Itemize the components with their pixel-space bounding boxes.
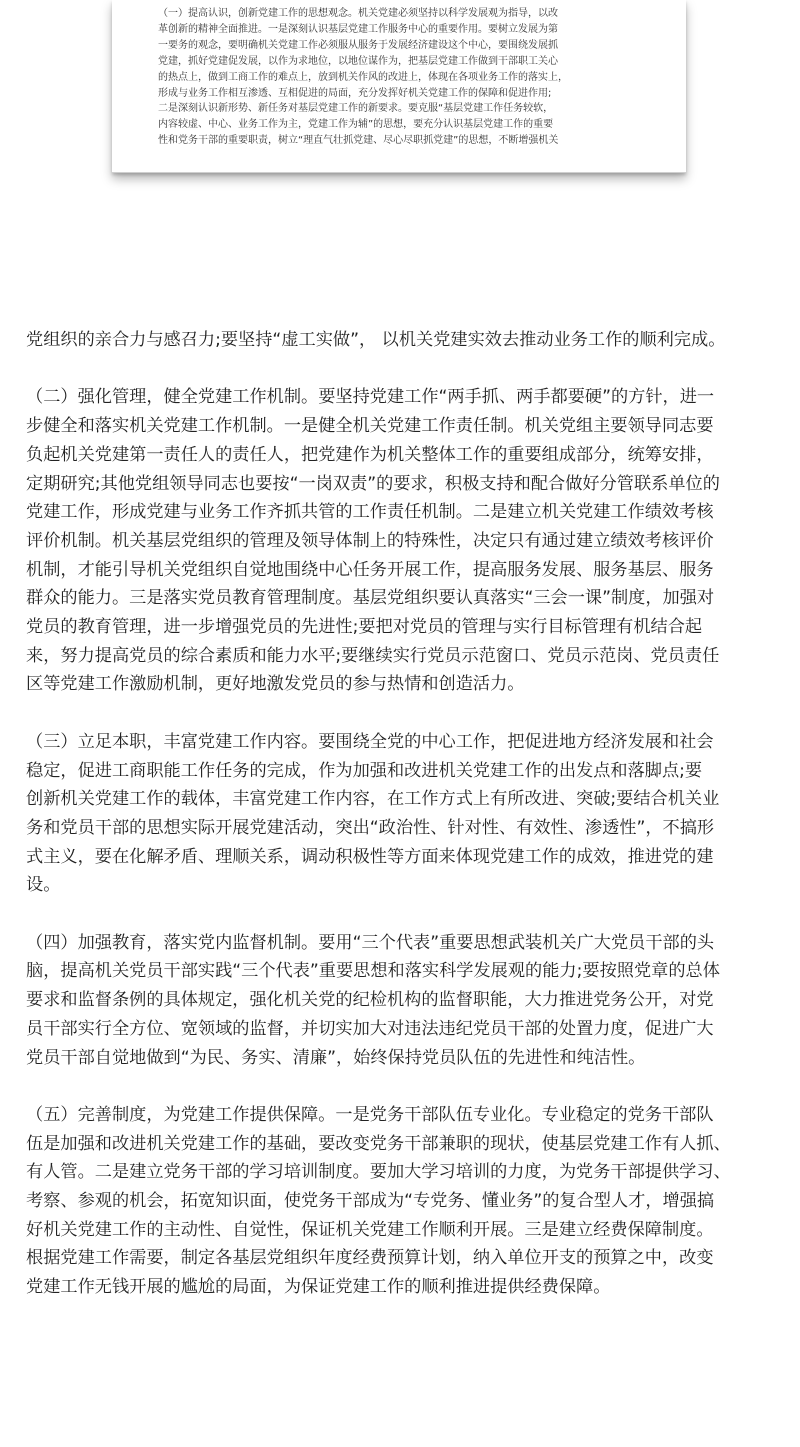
article-paragraph [26,326,778,355]
paragraph-line: 根据党建工作需要，制定各基层党组织年度经费预算计划，纳入单位开支的预算之中，改变 [26,1248,714,1269]
paragraph-line: 脑，提高机关党员干部实践“三个代表”重要思想和落实科学发展观的能力;要按照党章的总体 [26,961,720,982]
paragraph-line: 有人管。二是建立党务干部的学习培训制度。要加大学习培训的力度，为党务干部提供学习、 [26,1162,731,1183]
paragraph-line: 伍是加强和改进机关党建工作的基础，要改变党务干部兼职的现状，使基层党建工作有人抓、 [26,1133,731,1154]
paragraph-line: （四）加强教育，落实党内监督机制。要用“三个代表”重要思想武装机关广大党员干部的头 [26,932,715,953]
paragraph-line: 党员干部自觉地做到“为民、务实、清廉”，始终保持党员队伍的先进性和纯洁性。 [26,1047,646,1068]
article-paragraph [26,929,778,1072]
paragraph-line: 党建工作，形成党建与业务工作齐抓共管的工作责任机制。二是建立机关党建工作绩效考核 [26,502,714,523]
paragraph-line: （五）完善制度，为党建工作提供保障。一是党务干部队伍专业化。专业稳定的党务干部队 [26,1105,714,1125]
paragraph-line: 式主义，要在化解矛盾、理顺关系，调动积极性等方面来体现党建工作的成效，推进党的建 [26,846,714,867]
paragraph-line: 评价机制。机关基层党组织的管理及领导体制上的特殊性，决定只有通过建立绩效考核评价 [26,530,714,551]
paragraph-line: 员干部实行全方位、宽领域的监督，并切实加大对违法违纪党员干部的处置力度，促进广大 [26,1018,714,1039]
paragraph-line: 务和党员干部的思想实际开展党建活动，突出“政治性、针对性、有效性、渗透性”，不搞形 [26,817,715,838]
preview-paragraph: （一）提高认识，创新党建工作的思想观念。机关党建必须坚持以科学发展观为指导，以改 革创新的精神全面推进。一是深刻认识基层党建工作服务中心的重要作用。要树立发展为第 一要务的观念，要明确机关党建工作必须服从服务于发展经济建设这个中心，要围绕发展抓 党建，抓好党建促发展，以作为求地位，以地位谋作为，把基层党建工作做到干部职工关心 的热点上，做到工商工作的难点上，放到机关作风的改进上，体现在各项业务工作的落实上， 形成与业务工作相互渗透、互相促进的局面，充分发挥好机关党建工作的保障和促进作用; 二是深刻认识新形势、新任务对基层党建工作的新要求。要克服“基层党建工作任务较软， 内容较虚、中心、业务工作为主，党建工作为辅”的思想，要充分认识基层党建工作的重要 性和党务干部的重要职责，树立“理直气壮抓党建、尽心尽职抓党建”的思想，不断增强机关 [158,8,568,147]
article-paragraph [26,728,778,900]
article-paragraph [26,1101,778,1302]
paragraph-line: 要求和监督条例的具体规定，强化机关党的纪检机构的监督职能，大力推进党务公开，对党 [26,990,714,1011]
paragraph-line: 设。 [26,875,61,896]
paragraph-line: 定期研究;其他党组领导同志也要按“一岗双责”的要求，积极支持和配合做好分管联系单位的 [26,473,720,494]
paragraph-line: 稳定，促进工商职能工作任务的完成，作为加强和改进机关党建工作的出发点和落脚点;要 [26,760,703,781]
paragraph-line: （三）立足本职，丰富党建工作内容。要围绕全党的中心工作，把促进地方经济发展和社会 [26,731,714,752]
paragraph-line: 党建工作无钱开展的尴尬的局面，为保证党建工作的顺利推进提供经费保障。 [26,1277,611,1298]
article-paragraph [26,383,778,699]
paragraph-line: 区等党建工作激励机制，更好地激发党员的参与热情和创造活力。 [26,674,525,695]
paragraph-line: 群众的能力。三是落实党员教育管理制度。基层党组织要认真落实“三会一课”制度，加强对 [26,588,715,609]
paragraph-line: （二）强化管理，健全党建工作机制。要坚持党建工作“两手抓、两手都要硬”的方针，进一 [26,387,715,408]
paragraph-line: 负起机关党建第一责任人的责任人，把党建作为机关整体工作的重要组成部分，统筹安排， [26,444,714,465]
document-preview-card [112,0,686,173]
paragraph-line: 党员的教育管理，进一步增强党员的先进性;要把对党员的管理与实行目标管理有机结合起 [26,616,703,637]
paragraph-line: 创新机关党建工作的载体，丰富党建工作内容，在工作方式上有所改进、突破;要结合机关业 [26,789,720,810]
paragraph-line: 步健全和落实机关党建工作机制。一是健全机关党建工作责任制。机关党组主要领导同志要 [26,416,714,437]
article-body [26,326,778,1331]
paragraph-line: 机制，才能引导机关党组织自觉地围绕中心任务开展工作，提高服务发展、服务基层、服务 [26,559,714,580]
paragraph-line: 好机关党建工作的主动性、自觉性，保证机关党建工作顺利开展。三是建立经费保障制度。 [26,1219,714,1240]
paragraph-line: 党组织的亲合力与感召力;要坚持“虚工实做”， 以机关党建实效去推动业务工作的顺利完成。 [26,330,726,350]
paragraph-line: 来，努力提高党员的综合素质和能力水平;要继续实行党员示范窗口、党员示范岗、党员责任 [26,645,720,666]
paragraph-line: 考察、参观的机会，拓宽知识面，使党务干部成为“专党务、懂业务”的复合型人才，增强搞 [26,1191,715,1212]
